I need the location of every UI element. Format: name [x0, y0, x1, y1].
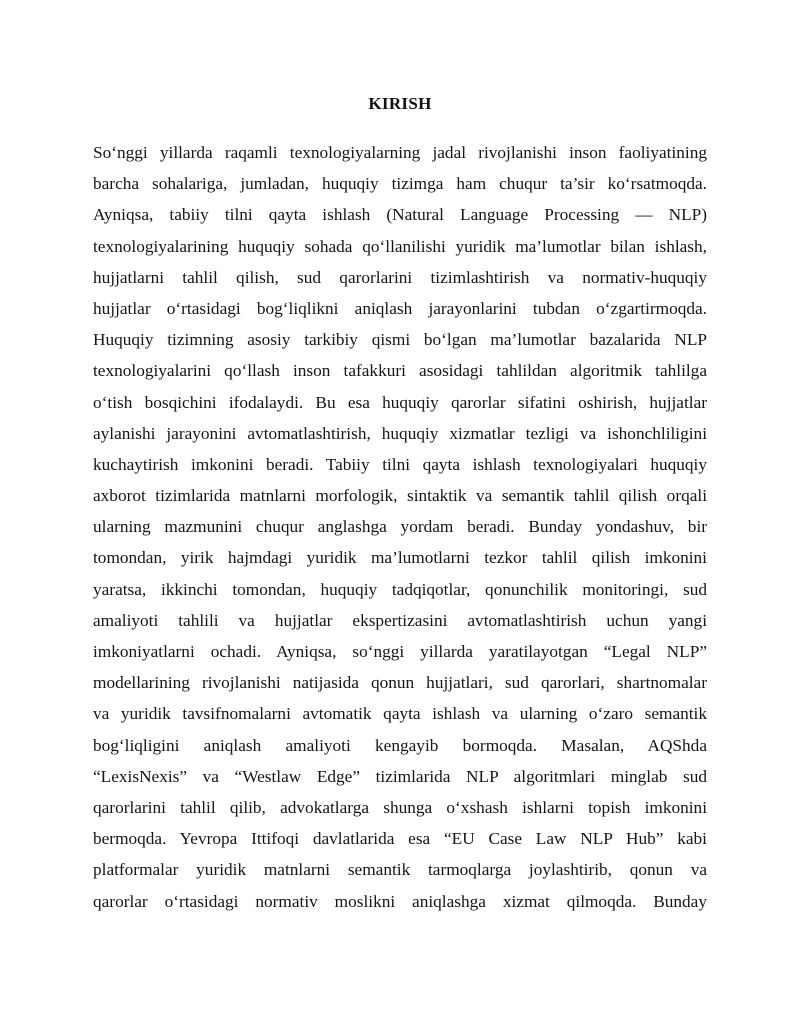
text-line: “LexisNexis” va “Westlaw Edge” tizimlarida NLP algoritmlari minglab sud [93, 766, 707, 786]
text-line: qarorlar o‘rtasidagi normativ moslikni aniqlashga xizmat qilmoqda. Bunday [93, 891, 707, 911]
text-line: imkoniyatlarni ochadi. Ayniqsa, so‘nggi yillarda yaratilayotgan “Legal NLP” [93, 642, 707, 661]
text-line: aylanishi jarayonini avtomatlashtirish, huquqiy xizmatlar tezligi va ishonchliligini [93, 423, 707, 443]
text-line: axborot tizimlarida matnlarni morfologik, sintaktik va semantik tahlil qilish orqali [93, 486, 707, 506]
text-line: hujjatlarni tahlil qilish, sud qarorlarini tizimlashtirish va normativ-huquqiy [93, 267, 707, 287]
text-line: bog‘liqligini aniqlash amaliyoti kengayib bormoqda. Masalan, AQShda [93, 735, 707, 755]
text-line: ularning mazmunini chuqur anglashga yordam beradi. Bunday yondashuv, bir [93, 517, 707, 537]
text-line: tomondan, yirik hajmdagi yuridik ma’lumotlarni tezkor tahlil qilish imkonini [93, 548, 707, 568]
text-line: platformalar yuridik matnlarni semantik tarmoqlarga joylashtirib, qonun va [93, 860, 707, 880]
text-line: yaratsa, ikkinchi tomondan, huquqiy tadqiqotlar, qonunchilik monitoringi, sud [93, 579, 707, 599]
text-line: texnologiyalarini qo‘llash inson tafakkuri asosidagi tahlildan algoritmik tahlilga [93, 361, 707, 381]
text-line: hujjatlar o‘rtasidagi bog‘liqlikni aniqlash jarayonlarini tubdan o‘zgartirmoqda. [93, 298, 707, 318]
text-line: modellarining rivojlanishi natijasida qonun hujjatlari, sud qarorlari, shartnomalar [93, 673, 707, 693]
text-line: So‘nggi yillarda raqamli texnologiyalarning jadal rivojlanishi inson faoliyatining [93, 143, 707, 162]
text-line: texnologiyalarining huquqiy sohada qo‘llanilishi yuridik ma’lumotlar bilan ishlash, [93, 236, 707, 256]
text-line: barcha sohalariga, jumladan, huquqiy tizimga ham chuqur ta’sir ko‘rsatmoqda. [93, 174, 707, 194]
text-line: bermoqda. Yevropa Ittifoqi davlatlarida esa “EU Case Law NLP Hub” kabi [93, 829, 707, 849]
text-line: Huquqiy tizimning asosiy tarkibiy qismi bo‘lgan ma’lumotlar bazalarida NLP [93, 330, 707, 350]
text-line: Ayniqsa, tabiiy tilni qayta ishlash (Natural Language Processing — NLP) [93, 205, 707, 225]
text-line: amaliyoti tahlili va hujjatlar ekspertizasini avtomatlashtirish uchun yangi [93, 610, 707, 630]
text-line: o‘tish bosqichini ifodalaydi. Bu esa huquqiy qarorlar sifatini oshirish, hujjatlar [93, 392, 707, 412]
body-paragraph [93, 137, 707, 917]
text-line: qarorlarini tahlil qilib, advokatlarga shunga o‘xshash ishlarni topish imkonini [93, 797, 707, 817]
section-heading: KIRISH [368, 94, 432, 113]
text-line: va yuridik tavsifnomalarni avtomatik qayta ishlash va ularning o‘zaro semantik [93, 704, 707, 724]
text-line: kuchaytirish imkonini beradi. Tabiiy tilni qayta ishlash texnologiyalari huquqiy [93, 454, 707, 474]
